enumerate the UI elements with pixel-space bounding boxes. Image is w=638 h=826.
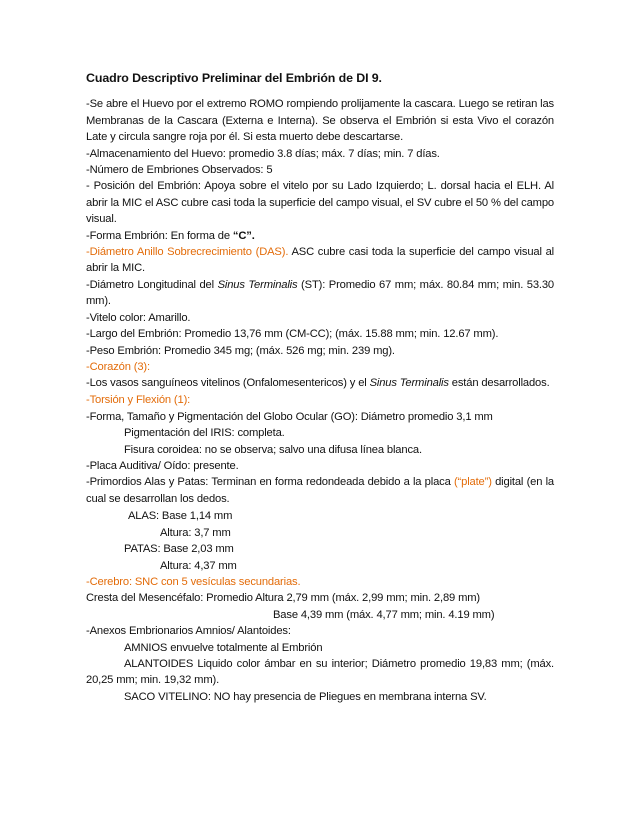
document-title: Cuadro Descriptivo Preliminar del Embrión de DI 9.	[86, 71, 382, 85]
document-page	[86, 70, 554, 705]
diametro-longitudinal-paragraph	[86, 277, 554, 310]
vitelo-line: -Vitelo color: Amarillo.	[86, 311, 191, 324]
das-text: ASC cubre casi toda la superficie del campo visual al abrir la MIC.	[86, 246, 554, 275]
amnios-line: AMNIOS envuelve totalmente al Embrión	[124, 641, 323, 654]
forma-label: -Forma Embrión: En forma de	[86, 229, 233, 242]
vasos-paragraph	[86, 375, 554, 392]
vasos-italic: Sinus Terminalis	[369, 377, 449, 390]
das-paragraph	[86, 244, 554, 277]
longitudinal-pre: -Diámetro Longitudinal del	[86, 278, 218, 291]
forma-value: “C”.	[232, 229, 255, 242]
alas-base-line: ALAS: Base 1,14 mm	[128, 510, 233, 523]
primordios-paragraph	[86, 474, 554, 508]
corazon-heading: -Corazón (3):	[86, 360, 150, 373]
intro-paragraph: -Se abre el Huevo por el extremo ROMO rompiendo prolijamente la cascara. Luego se retiran las Membranas de la Cascara (Externa e Interna). Se observa el Embrión si esta Vivo el corazón Late y circula sangre roja por él. Si esta muerto debe descartarse.	[86, 98, 554, 144]
globo-ocular-line: -Forma, Tamaño y Pigmentación del Globo Ocular (GO): Diámetro promedio 3,1 mm	[86, 410, 493, 423]
saco-vitelino-line: SACO VITELINO: NO hay presencia de Pliegues en membrana interna SV.	[124, 690, 487, 703]
placa-line: -Placa Auditiva/ Oído: presente.	[86, 459, 239, 472]
numero-embriones-line: -Número de Embriones Observados: 5	[86, 164, 273, 177]
almacenamiento-line: -Almacenamiento del Huevo: promedio 3.8 días; máx. 7 días; min. 7 días.	[86, 147, 440, 160]
posicion-paragraph: - Posición del Embrión: Apoya sobre el vitelo por su Lado Izquierdo; L. dorsal hacia el ELH. Al abrir la MIC el ASC cubre casi toda la superficie del campo visual, el SV cubre el 50 % del campo visual.	[86, 180, 554, 226]
patas-altura-line: Altura: 4,37 mm	[160, 559, 237, 572]
primordios-pre: -Primordios Alas y Patas: Terminan en forma redondeada debido a la placa	[86, 476, 454, 489]
primordios-plate: (“plate”)	[453, 476, 492, 489]
fisura-line: Fisura coroidea: no se observa; salvo una difusa línea blanca.	[124, 443, 422, 456]
iris-line: Pigmentación del IRIS: completa.	[124, 427, 285, 440]
cerebro-heading: -Cerebro: SNC con 5 vesículas secundarias.	[86, 575, 301, 588]
cresta-line: Cresta del Mesencéfalo: Promedio Altura 2,79 mm (máx. 2,99 mm; min. 2,89 mm)	[86, 592, 480, 605]
alas-altura-line: Altura: 3,7 mm	[160, 526, 231, 539]
vasos-post: están desarrollados.	[448, 377, 550, 390]
peso-line: -Peso Embrión: Promedio 345 mg; (máx. 526 mg; min. 239 mg).	[86, 344, 395, 357]
forma-line	[86, 228, 554, 244]
patas-base-line: PATAS: Base 2,03 mm	[124, 543, 234, 556]
anexos-line: -Anexos Embrionarios Amnios/ Alantoides:	[86, 625, 291, 638]
alantoides-text: ALANTOIDES Liquido color ámbar en su interior; Diámetro promedio 19,83 mm; (máx. 20,25 mm; min. 19,32 mm).	[86, 658, 554, 687]
primordios-post: digital (en la cual se desarrollan los dedos.	[86, 476, 554, 506]
torsion-heading: -Torsión y Flexión (1):	[86, 394, 191, 407]
vasos-pre: -Los vasos sanguíneos vitelinos (Onfalomesentericos) y el	[86, 377, 370, 390]
largo-line: -Largo del Embrión: Promedio 13,76 mm (CM-CC); (máx. 15.88 mm; min. 12.67 mm).	[86, 328, 499, 341]
longitudinal-italic: Sinus Terminalis	[217, 278, 298, 291]
alantoides-paragraph	[86, 656, 554, 689]
das-label: -Diámetro Anillo Sobrecrecimiento (DAS).	[86, 246, 289, 259]
longitudinal-post: (ST): Promedio 67 mm; máx. 80.84 mm; min. 53.30 mm).	[86, 278, 554, 308]
cresta-base-line: Base 4,39 mm (máx. 4,77 mm; min. 4.19 mm)	[273, 608, 495, 621]
